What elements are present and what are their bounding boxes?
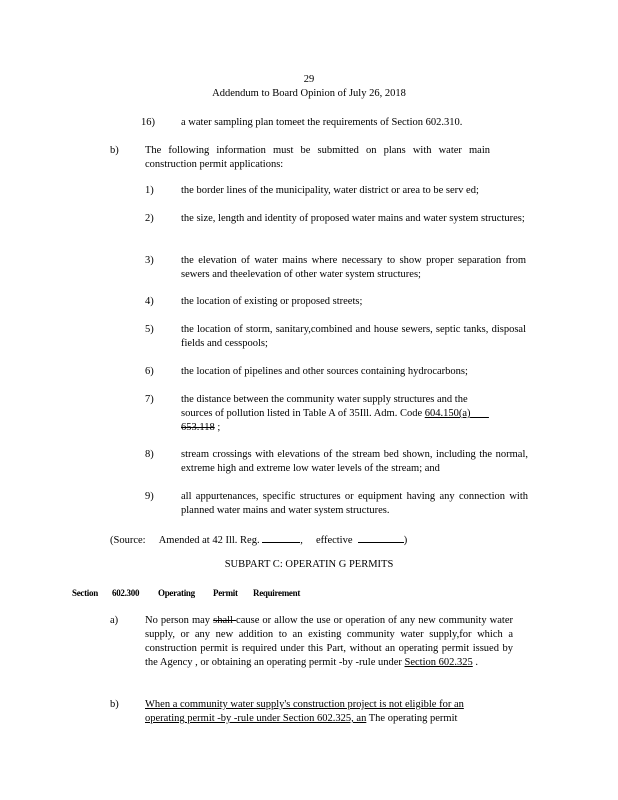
item-text: the location of storm, sanitary,combined and house sewers, septic tanks, disposal fields and cesspools; (181, 324, 526, 349)
item-number: 16) (141, 117, 155, 128)
item-number: 1) (145, 185, 154, 196)
item-number: 7) (145, 394, 154, 405)
item-text: the location of pipelines and other sources containing hydrocarbons; (181, 366, 468, 377)
item-number: 6) (145, 366, 154, 377)
inserted-text: operating permit -by -rule under Section 602.325, an (145, 713, 367, 724)
item-text: a water sampling plan tomeet the requirements of Section 602.310. (181, 117, 463, 128)
page-number: 29 (303, 74, 315, 85)
item-number: 4) (145, 296, 154, 307)
section-reference: Section 602.325 (404, 657, 473, 668)
item-number: 3) (145, 255, 154, 266)
source-line: (Source: Amended at 42 Ill. Reg. , effective ) (110, 532, 407, 548)
paragraph-line: operating permit -by -rule under Section 602.325, an The operating permit (145, 713, 458, 724)
item-text: stream crossings with elevations of the stream bed shown, including the normal, extreme high and extreme low water levels of the stream; and (181, 449, 528, 474)
item-text: the size, length and identity of proposed water mains and water system structures; (181, 213, 525, 224)
item-number: 5) (145, 324, 154, 335)
item-text: the distance between the community water supply structures and the (181, 394, 468, 405)
item-text: the location of existing or proposed streets; (181, 296, 363, 307)
paragraph: The following information must be submitted on plans with water main construction permit applications: (145, 145, 490, 170)
section-label: Section (72, 588, 98, 598)
list-letter: b) (110, 699, 119, 710)
item-number: 2) (145, 213, 154, 224)
item-text-line: sources of pollution listed in Table A of 35Ill. Adm. Code 604.150(a) (181, 408, 471, 419)
deleted-word: shall (213, 615, 237, 626)
section-code: 602.300 (112, 588, 140, 598)
paragraph: No person may shall cause or allow the use or operation of any new community water supply, or any new addition to an existing community water supply,for which a construction permit is required under this Part, without an operating permit issued by the Agency , or obtaining an operating permit -by -rule under Section 602.325 . (145, 615, 513, 668)
inserted-text: When a community water supply's construction project is not eligible for an (145, 699, 464, 710)
item-text-line: 653.118 ; (181, 422, 221, 433)
section-title-word: Requirement (253, 588, 301, 598)
inserted-citation: 604.150(a) (424, 408, 471, 419)
list-letter: b) (110, 145, 119, 156)
item-number: 9) (145, 491, 154, 502)
deleted-citation: 653.118 (181, 422, 215, 433)
page-header: Addendum to Board Opinion of July 26, 2018 (212, 88, 406, 99)
section-title-word: Permit (213, 588, 238, 598)
item-text: all appurtenances, specific structures or equipment having any connection with planned water mains and water system structures. (181, 491, 528, 516)
section-title-word: Operating (158, 588, 195, 598)
list-letter: a) (110, 615, 119, 626)
item-text: the elevation of water mains where necessary to show proper separation from sewers and theelevation of other water system structures; (181, 255, 526, 280)
item-number: 8) (145, 449, 154, 460)
subpart-heading: SUBPART C: OPERATIN G PERMITS (224, 559, 394, 570)
item-text: the border lines of the municipality, water district or area to be serv ed; (181, 185, 479, 196)
